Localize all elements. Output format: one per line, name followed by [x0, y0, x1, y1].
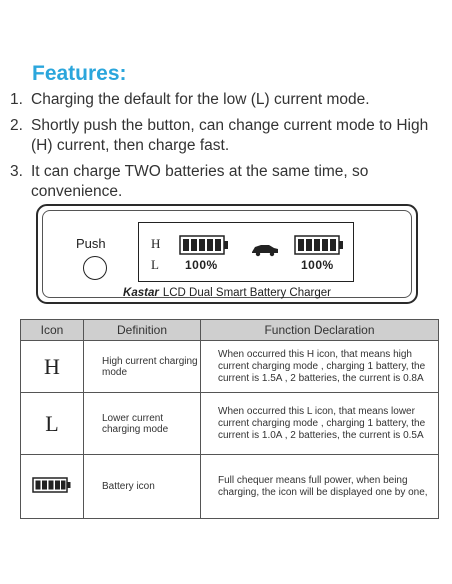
declaration-cell: Full chequer means full power, when being charging, the icon will be displayed one by one,: [201, 455, 439, 519]
push-label: Push: [76, 236, 106, 251]
feature-text: It can charge TWO batteries at the same time, so convenience.: [31, 163, 369, 200]
brand-logo: Kastar: [123, 287, 159, 299]
icon-table: [20, 319, 439, 519]
features-heading: Features:: [32, 62, 127, 85]
feature-number: 2.: [10, 117, 23, 134]
feature-text: Charging the default for the low (L) current mode.: [31, 91, 370, 108]
feature-text: Shortly push the button, can change current mode to High (H) current, then charge fast.: [31, 117, 429, 154]
battery-icon: [294, 235, 344, 255]
definition-cell: High current charging mode: [84, 341, 201, 393]
lcd-screen: [138, 222, 354, 282]
features-list: [10, 90, 450, 208]
feature-number: 3.: [10, 163, 23, 180]
table-row: [21, 393, 439, 455]
charger-face: [42, 210, 412, 298]
lcd-high-indicator: H: [151, 236, 161, 251]
declaration-cell: When occurred this L icon, that means lower current charging mode , charging 1 battery, the current is 1.0A , 2 batteries, the current is 0.5A: [201, 393, 439, 455]
battery-icon: [179, 235, 229, 255]
charger-illustration: [36, 204, 418, 304]
icon-cell: [21, 393, 84, 455]
column-header-function: Function Declaration: [201, 320, 439, 341]
right-battery-percent: 100%: [301, 258, 334, 272]
car-icon: [250, 243, 280, 257]
feature-number: 1.: [10, 91, 23, 108]
icon-cell: [21, 455, 84, 519]
lcd-low-indicator: L: [151, 257, 159, 272]
icon-cell: [21, 341, 84, 393]
definition-cell: Battery icon: [84, 455, 201, 519]
battery-icon: [32, 477, 72, 493]
feature-item: [10, 116, 450, 156]
push-button: [83, 256, 107, 280]
h-icon: H: [44, 353, 60, 379]
feature-item: [10, 90, 450, 110]
column-header-icon: Icon: [21, 320, 84, 341]
charger-model: LCD Dual Smart Battery Charger: [162, 287, 331, 299]
definition-cell: Lower current charging mode: [84, 393, 201, 455]
table-row: [21, 341, 439, 393]
charger-label: [43, 287, 411, 299]
declaration-cell: When occurred this H icon, that means high current charging mode , charging 1 battery, the current is 1.5A , 2 batteries, the current is 0.8A: [201, 341, 439, 393]
column-header-definition: Definition: [84, 320, 201, 341]
table-row: [21, 455, 439, 519]
l-icon: L: [45, 410, 59, 436]
left-battery-percent: 100%: [185, 258, 218, 272]
table-header-row: [21, 320, 439, 341]
feature-item: [10, 162, 450, 202]
